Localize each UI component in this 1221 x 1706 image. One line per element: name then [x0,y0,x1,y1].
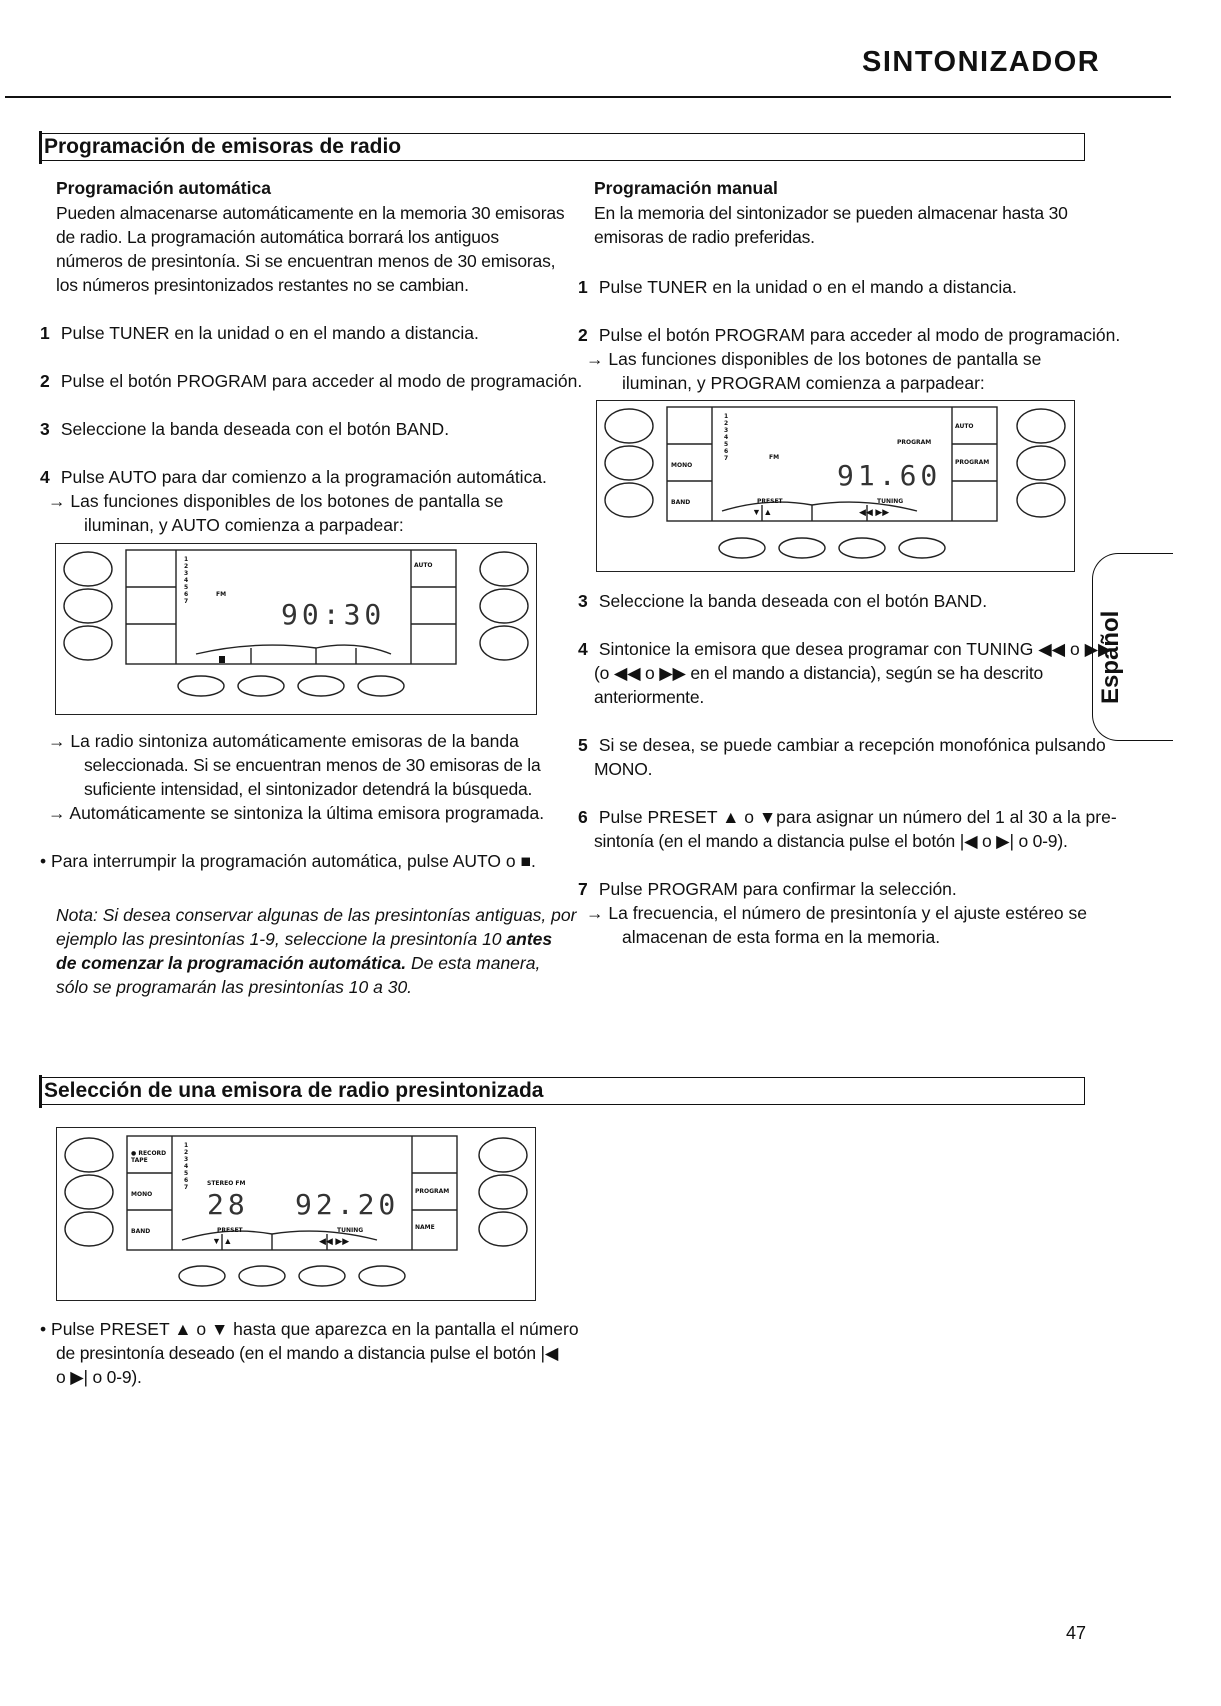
display-illustration-preset [56,1127,536,1301]
auto-label: AUTO [955,423,974,430]
step-7-result: → La frecuencia, el número de presintonía y el ajuste estéreo se [586,903,1087,923]
frequency-readout: 91.60 [837,459,942,492]
band-button-label: BAND [671,499,691,506]
program-indicator: PROGRAM [897,439,932,446]
bullet-interrupt: • Para interrumpir la programación automática, pulse AUTO o ■. [40,851,536,871]
step-4: 4 Sintonice la emisora que desea programar con TUNING ◀◀ o ▶▶ [578,639,1112,659]
preset-arrows: ▼ ▲ [752,507,773,517]
result-b: → Automáticamente se sintoniza la última emisora programada. [48,803,545,823]
step-1: 1 Pulse TUNER en la unidad o en el mando a distancia. [40,323,479,343]
display-illustration-program [596,400,1075,572]
band-label: FM [216,591,227,598]
band-button-label: BAND [131,1228,151,1235]
step-2: 2 Pulse el botón PROGRAM para acceder al modo de programación. [578,325,1121,345]
arrow-icon: → [586,903,604,923]
tuning-label: TUNING [877,498,904,505]
step-4-result: → Las funciones disponibles de los botones de pantalla se [48,491,504,511]
page-number: 47 [1066,1623,1087,1643]
frequency-readout: 92.20 [295,1188,400,1221]
preset-numbers: 1 2 3 4 5 6 7 [184,556,189,605]
band-label: FM [769,454,780,461]
display-illustration-auto [55,543,537,715]
page-title: SINTONIZADOR [862,46,1101,78]
step-3: 3 Seleccione la banda deseada con el botón BAND. [578,591,988,611]
subsection-title: Programación automática [56,178,271,198]
note-paragraph: Nota: Si desea conservar algunas de las presintonías antiguas, por ejemplo las presintonías 1-9, seleccione la presintonía 10 antes de comenzar la programación automática. De esta manera, sólo se programarán las presintonías 10 a 30. [56,905,577,997]
subsection-title: Programación manual [594,178,778,198]
auto-label: AUTO [414,562,433,569]
section-heading: Programación de emisoras de radio [41,133,1085,161]
preset-label: PRESET [217,1227,243,1234]
arrow-icon: → [48,491,66,511]
preset-label: PRESET [757,498,783,505]
bullet-preset: • Pulse PRESET ▲ o ▼ hasta que aparezca en la pantalla el número [40,1319,579,1339]
step-7: 7 Pulse PROGRAM para confirmar la selección. [578,879,957,899]
display-drawing [597,401,1074,571]
step-5: 5 Si se desea, se puede cambiar a recepción monofónica pulsando [578,735,1106,755]
stereo-indicator: STEREO FM [207,1180,246,1187]
preset-number-readout: 28 [207,1188,249,1221]
tuning-label: TUNING [337,1227,364,1234]
step-2: 2 Pulse el botón PROGRAM para acceder al modo de programación. [40,371,583,391]
name-label: NAME [415,1224,435,1231]
mono-label: MONO [671,462,693,469]
step-6: 6 Pulse PRESET ▲ o ▼para asignar un número del 1 al 30 a la pre- [578,807,1117,827]
mono-label: MONO [131,1191,153,1198]
program-label: PROGRAM [415,1188,450,1195]
frequency-readout: 90:30 [281,598,386,631]
step-2-result: → Las funciones disponibles de los botones de pantalla se [586,349,1042,369]
preset-numbers: 1 2 3 4 5 6 7 [724,413,729,462]
arrow-icon: → [48,731,66,751]
tuning-arrows: ◀◀ ▶▶ [859,507,890,517]
result-a: → La radio sintoniza automáticamente emisoras de la banda [48,731,519,751]
step-4: 4 Pulse AUTO para dar comienzo a la programación automática. [40,467,547,487]
step-3: 3 Seleccione la banda deseada con el botón BAND. [40,419,450,439]
tuning-arrows: ◀◀ ▶▶ [319,1236,350,1246]
arrow-icon: → [48,803,66,823]
step-4-result-line: iluminan, y AUTO comienza a parpadear: [84,515,404,535]
header-rule [5,96,1171,98]
step-1: 1 Pulse TUNER en la unidad o en el mando a distancia. [578,277,1017,297]
preset-arrows: ▼ ▲ [212,1236,233,1246]
language-tab-label: Español [1097,610,1124,704]
section-heading: Selección de una emisora de radio presintonizada [41,1077,1085,1105]
intro-paragraph: Pueden almacenarse automáticamente en la memoria 30 emisoras de radio. La programación automática borrará los antiguos números de presintonía. Si se encuentran menos de 30 emisoras, los números presintonizados restantes no se cambian. [56,203,565,295]
arrow-icon: → [586,349,604,369]
program-label: PROGRAM [955,459,990,466]
preset-numbers: 1 2 3 4 5 6 7 [184,1142,189,1191]
record-tape-label: ● RECORD TAPE [131,1150,167,1164]
intro-paragraph: En la memoria del sintonizador se pueden almacenar hasta 30 emisoras de radio preferidas. [594,203,1068,247]
